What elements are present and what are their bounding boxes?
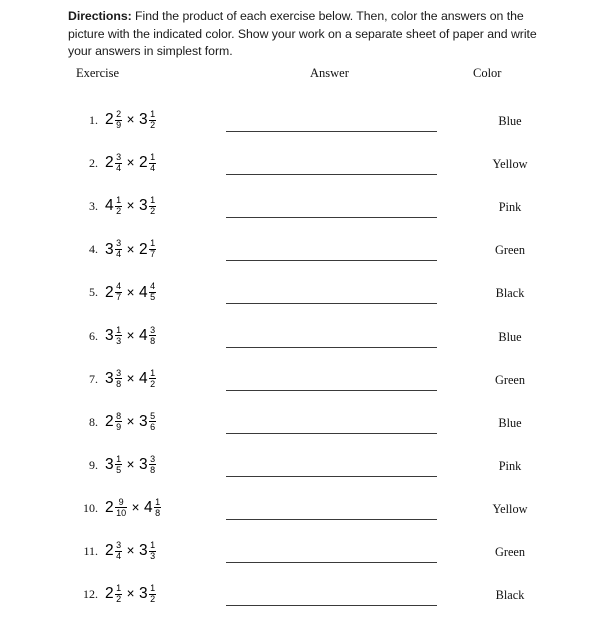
exercise-expression bbox=[105, 536, 156, 566]
numerator: 1 bbox=[116, 324, 122, 335]
answer-blank[interactable] bbox=[226, 476, 437, 477]
exercise-number: 5. bbox=[89, 285, 98, 300]
numerator: 1 bbox=[150, 195, 156, 206]
fraction bbox=[115, 239, 122, 259]
exercise-row bbox=[0, 407, 600, 450]
answer-blank[interactable] bbox=[226, 347, 437, 348]
mixed-number-left bbox=[105, 153, 122, 173]
multiplication-sign-icon: × bbox=[126, 457, 135, 473]
multiplication-sign-icon: × bbox=[126, 327, 135, 343]
exercise-expression bbox=[105, 321, 156, 351]
exercise-row bbox=[0, 321, 600, 364]
whole-part: 4 bbox=[144, 499, 153, 517]
fraction bbox=[115, 196, 122, 216]
numerator: 3 bbox=[116, 367, 122, 378]
exercise-number: 11. bbox=[83, 544, 98, 558]
answer-blank[interactable] bbox=[226, 519, 437, 520]
color-label: Black bbox=[495, 286, 525, 301]
exercise-row bbox=[0, 234, 600, 277]
header-answer: Answer bbox=[310, 66, 349, 80]
numerator: 4 bbox=[150, 281, 156, 292]
color-label: Blue bbox=[498, 114, 522, 128]
denominator: 4 bbox=[116, 249, 122, 260]
exercise-expression bbox=[105, 579, 156, 609]
denominator: 2 bbox=[116, 206, 122, 217]
denominator: 2 bbox=[116, 594, 122, 605]
answer-blank[interactable] bbox=[226, 174, 437, 175]
denominator: 7 bbox=[150, 249, 156, 260]
numerator: 1 bbox=[150, 109, 156, 119]
numerator: 1 bbox=[116, 195, 122, 206]
color-label: Blue bbox=[498, 415, 522, 430]
whole-part: 2 bbox=[105, 111, 114, 129]
mixed-number-left bbox=[105, 282, 122, 302]
whole-part: 3 bbox=[139, 197, 148, 215]
fraction bbox=[115, 282, 122, 302]
mixed-number-right bbox=[139, 282, 156, 302]
numerator: 3 bbox=[150, 453, 156, 464]
fraction bbox=[149, 541, 156, 561]
whole-part: 3 bbox=[139, 456, 148, 474]
multiplication-sign-icon: × bbox=[126, 198, 135, 214]
answer-blank[interactable] bbox=[226, 562, 437, 563]
denominator: 2 bbox=[150, 120, 156, 130]
numerator: 8 bbox=[116, 410, 122, 421]
numerator: 1 bbox=[150, 540, 156, 550]
color-label: Yellow bbox=[492, 501, 528, 516]
numerator: 1 bbox=[150, 583, 156, 594]
mixed-number-right bbox=[139, 412, 156, 432]
exercise-number: 7. bbox=[89, 371, 98, 386]
fraction bbox=[115, 541, 122, 561]
fraction bbox=[149, 153, 156, 173]
whole-part: 3 bbox=[105, 456, 114, 474]
numerator: 3 bbox=[116, 152, 122, 163]
exercise-expression bbox=[105, 364, 156, 394]
multiplication-sign-icon: × bbox=[126, 155, 135, 171]
mixed-number-right bbox=[139, 369, 156, 389]
whole-part: 2 bbox=[105, 542, 114, 560]
multiplication-sign-icon: × bbox=[126, 413, 135, 429]
denominator: 2 bbox=[150, 594, 156, 605]
numerator: 3 bbox=[116, 238, 122, 249]
multiplication-sign-icon: × bbox=[126, 543, 135, 559]
mixed-number-left bbox=[105, 239, 122, 259]
answer-blank[interactable] bbox=[226, 390, 437, 391]
mixed-number-right bbox=[139, 455, 156, 475]
denominator: 8 bbox=[150, 464, 156, 475]
answer-blank[interactable] bbox=[226, 260, 437, 261]
denominator: 4 bbox=[150, 163, 156, 174]
exercise-number: 10. bbox=[83, 500, 98, 515]
denominator: 8 bbox=[116, 378, 122, 389]
numerator: 2 bbox=[116, 109, 122, 119]
exercise-row bbox=[0, 191, 600, 234]
mixed-number-left bbox=[105, 110, 122, 130]
numerator: 1 bbox=[155, 496, 161, 507]
color-label: Green bbox=[494, 372, 526, 387]
mixed-number-left bbox=[105, 541, 122, 561]
exercise-row bbox=[0, 450, 600, 493]
answer-blank[interactable] bbox=[226, 605, 437, 606]
exercise-expression bbox=[105, 277, 156, 307]
mixed-number-right bbox=[139, 153, 156, 173]
mixed-number-left bbox=[105, 326, 122, 346]
denominator: 5 bbox=[116, 464, 122, 475]
answer-blank[interactable] bbox=[226, 217, 437, 218]
color-label: Black bbox=[495, 588, 525, 603]
fraction bbox=[115, 455, 122, 475]
whole-part: 3 bbox=[139, 542, 148, 560]
whole-part: 3 bbox=[139, 111, 148, 129]
denominator: 9 bbox=[116, 421, 122, 432]
whole-part: 2 bbox=[105, 154, 114, 172]
fraction bbox=[115, 369, 122, 389]
mixed-number-left bbox=[105, 455, 122, 475]
denominator: 10 bbox=[116, 507, 127, 518]
fraction bbox=[149, 369, 156, 389]
exercise-number: 4. bbox=[89, 242, 98, 257]
exercise-row bbox=[0, 493, 600, 536]
exercise-number: 3. bbox=[89, 199, 98, 214]
whole-part: 2 bbox=[105, 283, 114, 301]
exercise-expression bbox=[105, 234, 156, 264]
whole-part: 2 bbox=[139, 154, 148, 172]
fraction bbox=[149, 326, 156, 346]
whole-part: 2 bbox=[105, 412, 114, 430]
numerator: 1 bbox=[116, 453, 122, 464]
denominator: 8 bbox=[155, 507, 161, 518]
exercise-row bbox=[0, 579, 600, 622]
color-label: Green bbox=[494, 243, 526, 258]
whole-part: 3 bbox=[139, 412, 148, 430]
denominator: 8 bbox=[150, 335, 156, 346]
mixed-number-left bbox=[105, 196, 122, 216]
exercise-number: 9. bbox=[89, 457, 98, 472]
whole-part: 2 bbox=[105, 585, 114, 603]
exercise-number: 6. bbox=[89, 328, 98, 343]
fraction bbox=[115, 110, 122, 130]
whole-part: 3 bbox=[139, 585, 148, 603]
numerator: 1 bbox=[150, 152, 156, 163]
multiplication-sign-icon: × bbox=[126, 112, 135, 128]
fraction bbox=[149, 239, 156, 259]
exercise-number: 1. bbox=[89, 113, 98, 127]
fraction bbox=[149, 196, 156, 216]
denominator: 9 bbox=[116, 120, 122, 130]
whole-part: 4 bbox=[105, 197, 114, 215]
color-label: Blue bbox=[498, 329, 522, 344]
whole-part: 4 bbox=[139, 326, 148, 344]
answer-blank[interactable] bbox=[226, 303, 437, 304]
multiplication-sign-icon: × bbox=[126, 284, 135, 300]
exercise-expression bbox=[105, 191, 156, 221]
exercise-row bbox=[0, 364, 600, 407]
denominator: 2 bbox=[150, 206, 156, 217]
exercise-expression bbox=[105, 450, 156, 480]
multiplication-sign-icon: × bbox=[126, 241, 135, 257]
exercise-expression bbox=[105, 493, 161, 523]
whole-part: 4 bbox=[139, 283, 148, 301]
fraction bbox=[149, 110, 156, 130]
fraction bbox=[149, 584, 156, 604]
answer-blank[interactable] bbox=[226, 131, 437, 132]
mixed-number-right bbox=[139, 196, 156, 216]
whole-part: 3 bbox=[105, 240, 114, 258]
numerator: 1 bbox=[150, 238, 156, 249]
mixed-number-left bbox=[105, 498, 127, 518]
numerator: 3 bbox=[150, 324, 156, 335]
fraction bbox=[149, 412, 156, 432]
exercise-expression bbox=[105, 105, 156, 135]
color-label: Yellow bbox=[492, 157, 528, 172]
fraction bbox=[154, 498, 161, 518]
directions-label: Directions: bbox=[68, 9, 132, 23]
whole-part: 2 bbox=[139, 240, 148, 258]
exercise-number: 12. bbox=[83, 587, 98, 602]
exercise-number: 8. bbox=[89, 414, 98, 429]
mixed-number-right bbox=[144, 498, 161, 518]
numerator: 1 bbox=[150, 367, 156, 378]
denominator: 2 bbox=[150, 378, 156, 389]
numerator: 9 bbox=[118, 496, 124, 507]
numerator: 1 bbox=[116, 583, 122, 594]
whole-part: 3 bbox=[105, 369, 114, 387]
denominator: 4 bbox=[116, 163, 122, 174]
mixed-number-right bbox=[139, 239, 156, 259]
whole-part: 4 bbox=[139, 369, 148, 387]
fraction bbox=[115, 153, 122, 173]
exercise-row bbox=[0, 105, 600, 148]
header-exercise: Exercise bbox=[76, 66, 120, 80]
fraction bbox=[115, 584, 122, 604]
fraction bbox=[149, 282, 156, 302]
whole-part: 3 bbox=[105, 326, 114, 344]
mixed-number-left bbox=[105, 412, 122, 432]
fraction bbox=[115, 498, 127, 518]
fraction bbox=[115, 326, 122, 346]
color-label: Pink bbox=[498, 458, 522, 473]
fraction bbox=[149, 455, 156, 475]
mixed-number-right bbox=[139, 584, 156, 604]
denominator: 3 bbox=[150, 551, 156, 561]
answer-blank[interactable] bbox=[226, 433, 437, 434]
exercise-row bbox=[0, 536, 600, 579]
mixed-number-left bbox=[105, 369, 122, 389]
header-color: Color bbox=[473, 66, 502, 80]
multiplication-sign-icon: × bbox=[126, 370, 135, 386]
mixed-number-right bbox=[139, 541, 156, 561]
numerator: 5 bbox=[150, 410, 156, 421]
exercise-row bbox=[0, 277, 600, 320]
denominator: 4 bbox=[116, 551, 122, 561]
fraction bbox=[115, 412, 122, 432]
denominator: 3 bbox=[116, 335, 122, 346]
mixed-number-left bbox=[105, 584, 122, 604]
denominator: 5 bbox=[150, 292, 156, 303]
exercise-row bbox=[0, 148, 600, 191]
numerator: 3 bbox=[116, 540, 122, 550]
multiplication-sign-icon: × bbox=[131, 500, 140, 516]
exercise-number: 2. bbox=[89, 156, 98, 171]
directions-text: Find the product of each exercise below. Then, color the answers on the picture with the indicated color. Show your work on a separate sheet of paper and write your answers in simplest form. bbox=[68, 9, 537, 58]
exercise-expression bbox=[105, 407, 156, 437]
color-label: Pink bbox=[498, 200, 522, 215]
exercise-expression bbox=[105, 148, 156, 178]
denominator: 7 bbox=[116, 292, 122, 303]
denominator: 6 bbox=[150, 421, 156, 432]
whole-part: 2 bbox=[105, 499, 114, 517]
color-label: Green bbox=[494, 545, 526, 559]
multiplication-sign-icon: × bbox=[126, 586, 135, 602]
mixed-number-right bbox=[139, 326, 156, 346]
numerator: 4 bbox=[116, 281, 122, 292]
mixed-number-right bbox=[139, 110, 156, 130]
